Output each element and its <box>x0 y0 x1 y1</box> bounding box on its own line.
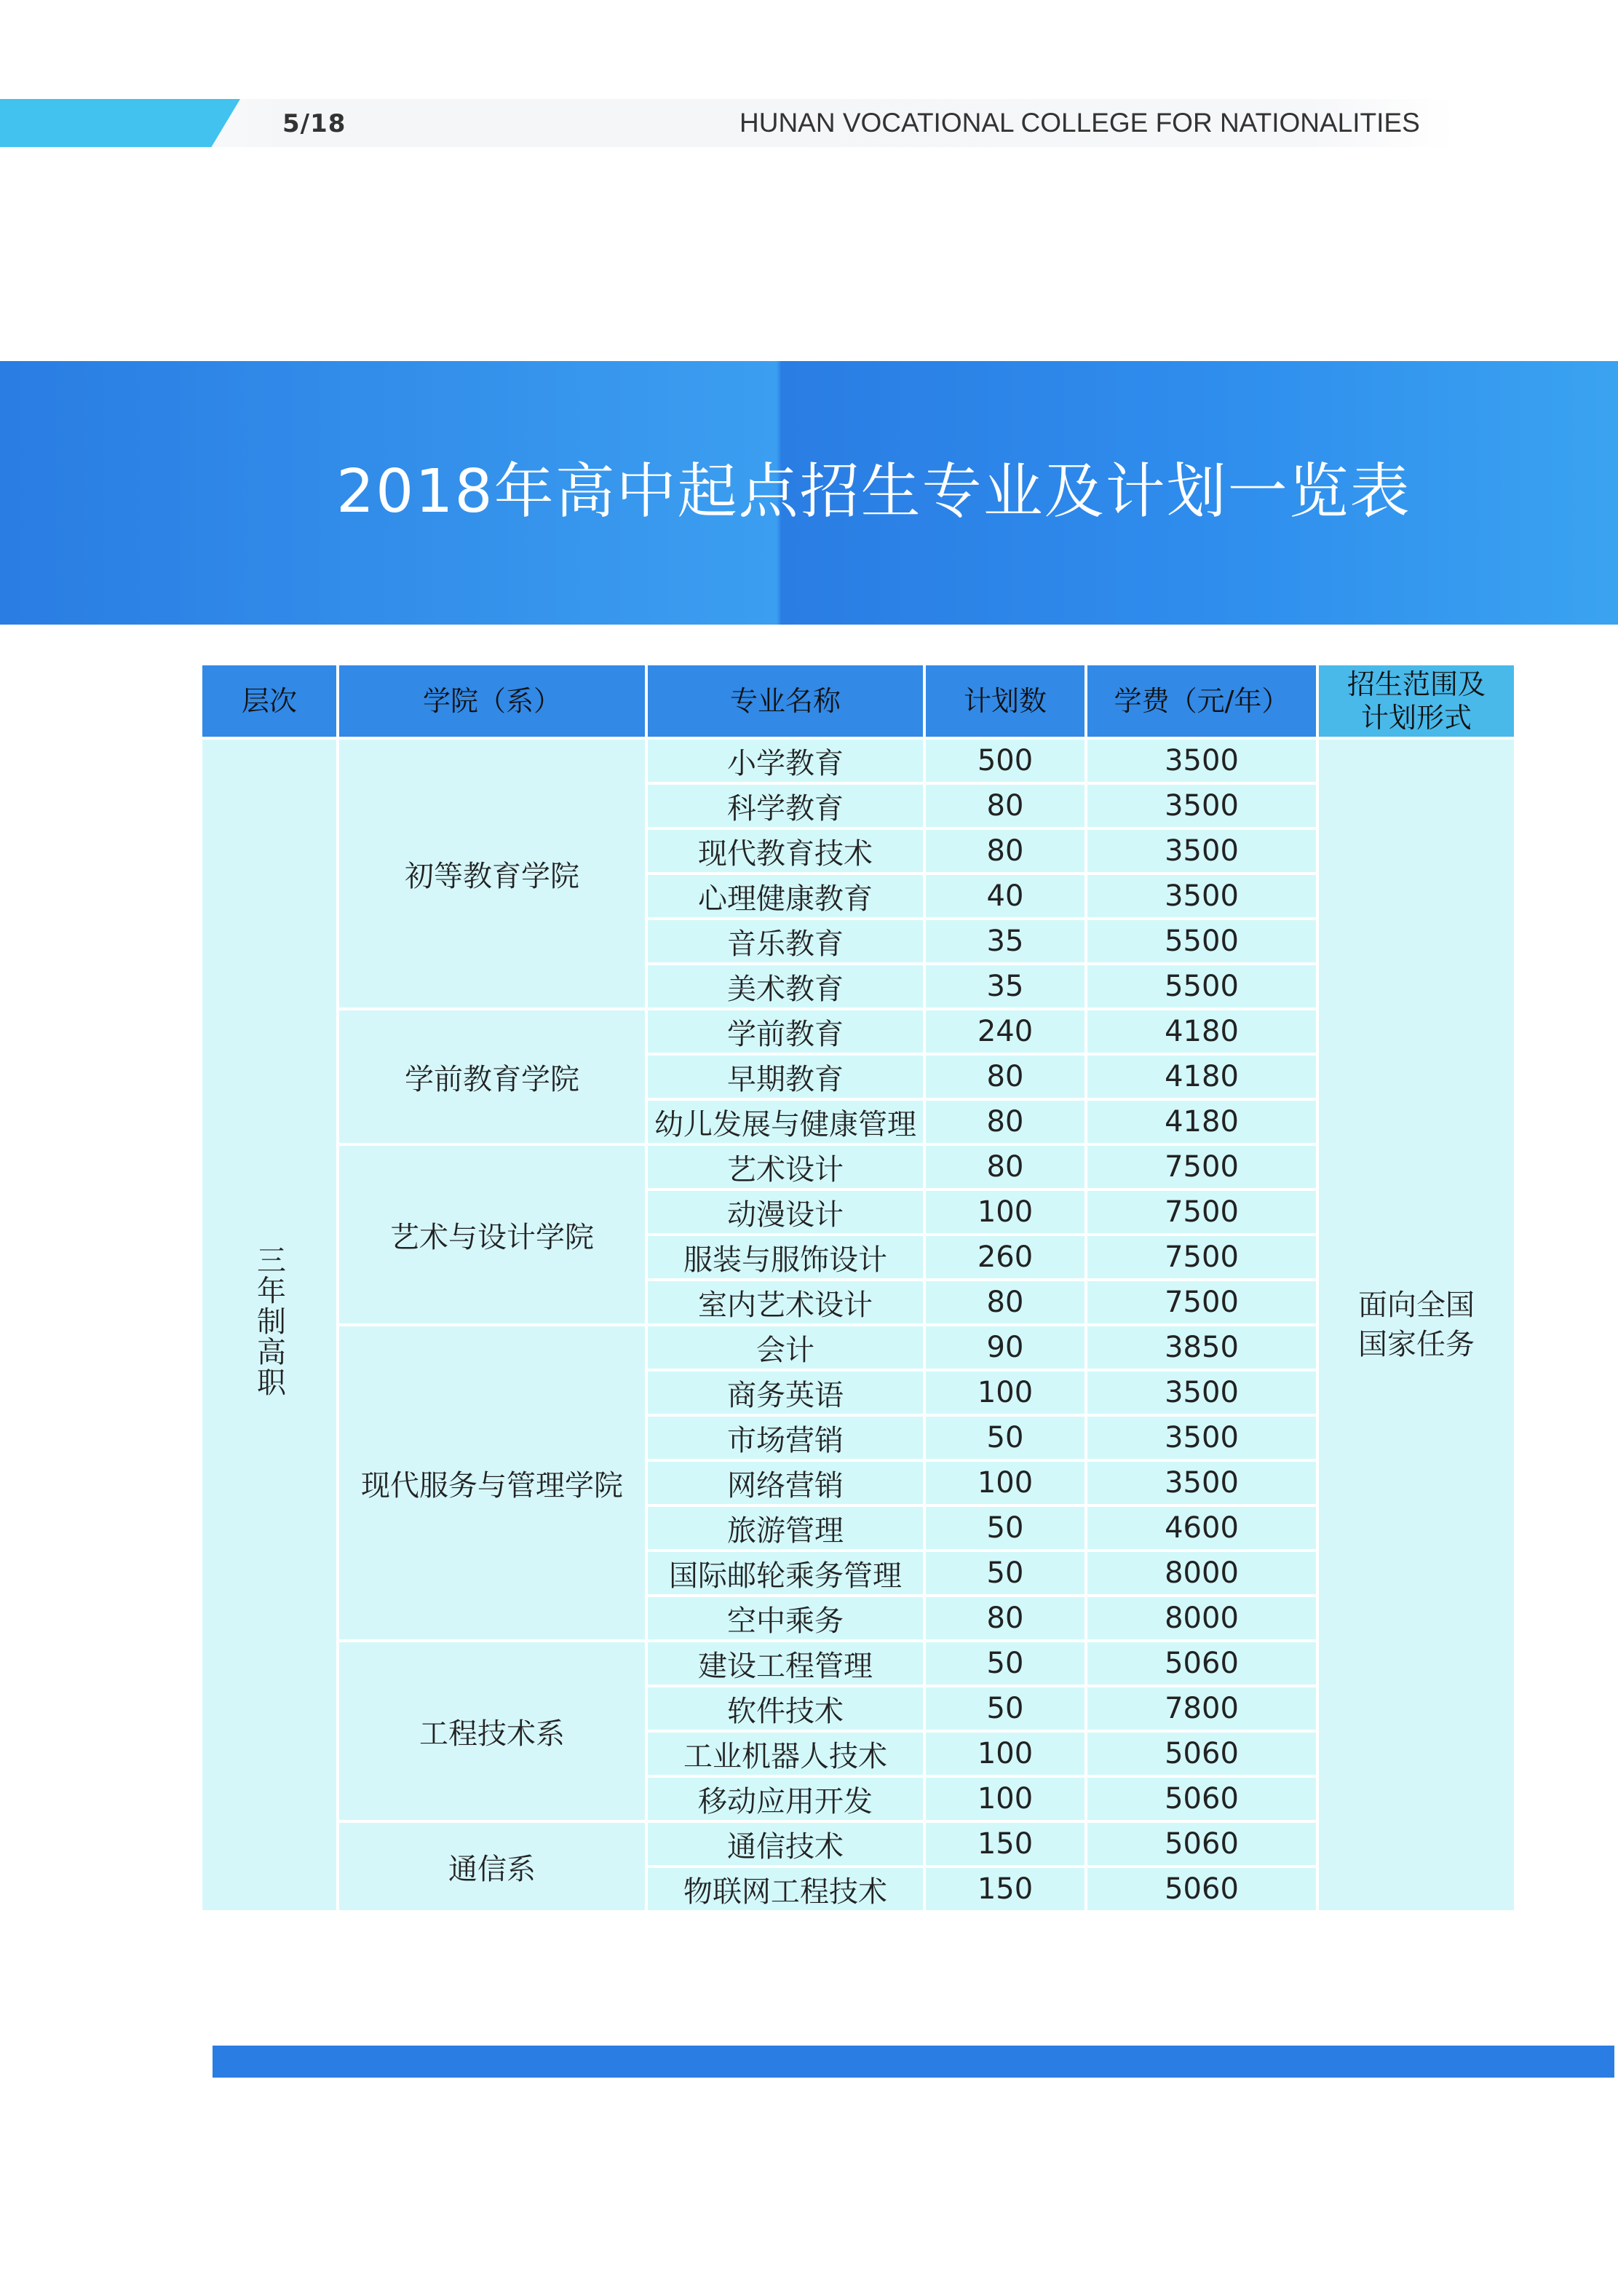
plan-count: 80 <box>924 783 1086 828</box>
tuition-fee: 7500 <box>1086 1280 1317 1325</box>
major-name: 旅游管理 <box>646 1505 924 1551</box>
major-name: 服装与服饰设计 <box>646 1235 924 1280</box>
level-label: 三年制高职 <box>252 1245 286 1398</box>
plan-count: 50 <box>924 1551 1086 1596</box>
plan-count: 80 <box>924 828 1086 874</box>
tuition-fee: 5060 <box>1086 1641 1317 1686</box>
plan-count: 90 <box>924 1325 1086 1370</box>
college-cell: 学前教育学院 <box>338 1009 646 1144</box>
scope-cell <box>1317 738 1515 1912</box>
tuition-fee: 7500 <box>1086 1189 1317 1235</box>
college-cell: 艺术与设计学院 <box>338 1144 646 1325</box>
table-body <box>201 738 1515 1912</box>
plan-count: 80 <box>924 1054 1086 1099</box>
major-name: 艺术设计 <box>646 1144 924 1189</box>
tuition-fee: 5060 <box>1086 1776 1317 1821</box>
major-name: 商务英语 <box>646 1370 924 1415</box>
tuition-fee: 7500 <box>1086 1235 1317 1280</box>
major-name: 幼儿发展与健康管理 <box>646 1099 924 1144</box>
tuition-fee: 8000 <box>1086 1596 1317 1641</box>
major-name: 音乐教育 <box>646 919 924 964</box>
major-name: 室内艺术设计 <box>646 1280 924 1325</box>
tuition-fee: 5060 <box>1086 1821 1317 1867</box>
major-name: 现代教育技术 <box>646 828 924 874</box>
major-name: 移动应用开发 <box>646 1776 924 1821</box>
tuition-fee: 7500 <box>1086 1144 1317 1189</box>
tuition-fee: 5500 <box>1086 964 1317 1009</box>
header-college: 学院（系） <box>338 664 646 738</box>
tuition-fee: 3850 <box>1086 1325 1317 1370</box>
tuition-fee: 5060 <box>1086 1731 1317 1776</box>
plan-count: 100 <box>924 1189 1086 1235</box>
header-scope: 招生范围及 计划形式 <box>1317 664 1515 738</box>
enrollment-plan-table <box>199 662 1517 1913</box>
plan-count: 80 <box>924 1144 1086 1189</box>
plan-count: 100 <box>924 1370 1086 1415</box>
major-name: 空中乘务 <box>646 1596 924 1641</box>
tuition-fee: 3500 <box>1086 1415 1317 1460</box>
plan-count: 80 <box>924 1280 1086 1325</box>
college-cell: 工程技术系 <box>338 1641 646 1821</box>
major-name: 早期教育 <box>646 1054 924 1099</box>
page-title: 2018年高中起点招生专业及计划一览表 <box>336 457 1411 526</box>
major-name: 网络营销 <box>646 1460 924 1505</box>
plan-count: 50 <box>924 1505 1086 1551</box>
major-name: 建设工程管理 <box>646 1641 924 1686</box>
major-name: 通信技术 <box>646 1821 924 1867</box>
plan-count: 50 <box>924 1641 1086 1686</box>
major-name: 美术教育 <box>646 964 924 1009</box>
college-cell: 现代服务与管理学院 <box>338 1325 646 1641</box>
major-name: 物联网工程技术 <box>646 1867 924 1912</box>
plan-count: 80 <box>924 1596 1086 1641</box>
header-level: 层次 <box>201 664 338 738</box>
college-name: HUNAN VOCATIONAL COLLEGE FOR NATIONALITIES <box>739 108 1420 138</box>
major-name: 国际邮轮乘务管理 <box>646 1551 924 1596</box>
plan-count: 100 <box>924 1460 1086 1505</box>
plan-count: 50 <box>924 1415 1086 1460</box>
header-fee: 学费（元/年） <box>1086 664 1317 738</box>
tuition-fee: 3500 <box>1086 874 1317 919</box>
tuition-fee: 8000 <box>1086 1551 1317 1596</box>
plan-count: 35 <box>924 964 1086 1009</box>
plan-count: 80 <box>924 1099 1086 1144</box>
major-name: 科学教育 <box>646 783 924 828</box>
tuition-fee: 3500 <box>1086 783 1317 828</box>
plan-count: 100 <box>924 1731 1086 1776</box>
scope-line-1: 面向全国 <box>1358 1288 1475 1322</box>
scope-line-2: 国家任务 <box>1358 1328 1475 1361</box>
tuition-fee: 7800 <box>1086 1686 1317 1731</box>
tuition-fee: 4180 <box>1086 1009 1317 1054</box>
tuition-fee: 3500 <box>1086 738 1317 783</box>
level-cell <box>201 738 338 1912</box>
plan-count: 500 <box>924 738 1086 783</box>
major-name: 工业机器人技术 <box>646 1731 924 1776</box>
plan-count: 40 <box>924 874 1086 919</box>
major-name: 软件技术 <box>646 1686 924 1731</box>
page-number: 5/18 <box>282 109 346 138</box>
major-name: 学前教育 <box>646 1009 924 1054</box>
table-header-row <box>201 664 1515 738</box>
plan-count: 150 <box>924 1821 1086 1867</box>
plan-count: 50 <box>924 1686 1086 1731</box>
tuition-fee: 3500 <box>1086 1370 1317 1415</box>
footer-bar <box>213 2046 1614 2078</box>
major-name: 小学教育 <box>646 738 924 783</box>
plan-count: 100 <box>924 1776 1086 1821</box>
tuition-fee: 5500 <box>1086 919 1317 964</box>
header-plan: 计划数 <box>924 664 1086 738</box>
tuition-fee: 3500 <box>1086 828 1317 874</box>
table-row <box>201 738 1515 783</box>
tuition-fee: 4600 <box>1086 1505 1317 1551</box>
plan-count: 240 <box>924 1009 1086 1054</box>
plan-count: 260 <box>924 1235 1086 1280</box>
major-name: 市场营销 <box>646 1415 924 1460</box>
tuition-fee: 4180 <box>1086 1099 1317 1144</box>
tuition-fee: 3500 <box>1086 1460 1317 1505</box>
plan-count: 150 <box>924 1867 1086 1912</box>
header-accent <box>0 99 240 147</box>
major-name: 心理健康教育 <box>646 874 924 919</box>
tuition-fee: 5060 <box>1086 1867 1317 1912</box>
major-name: 会计 <box>646 1325 924 1370</box>
college-cell: 通信系 <box>338 1821 646 1912</box>
major-name: 动漫设计 <box>646 1189 924 1235</box>
plan-count: 35 <box>924 919 1086 964</box>
header-major: 专业名称 <box>646 664 924 738</box>
tuition-fee: 4180 <box>1086 1054 1317 1099</box>
college-cell: 初等教育学院 <box>338 738 646 1009</box>
